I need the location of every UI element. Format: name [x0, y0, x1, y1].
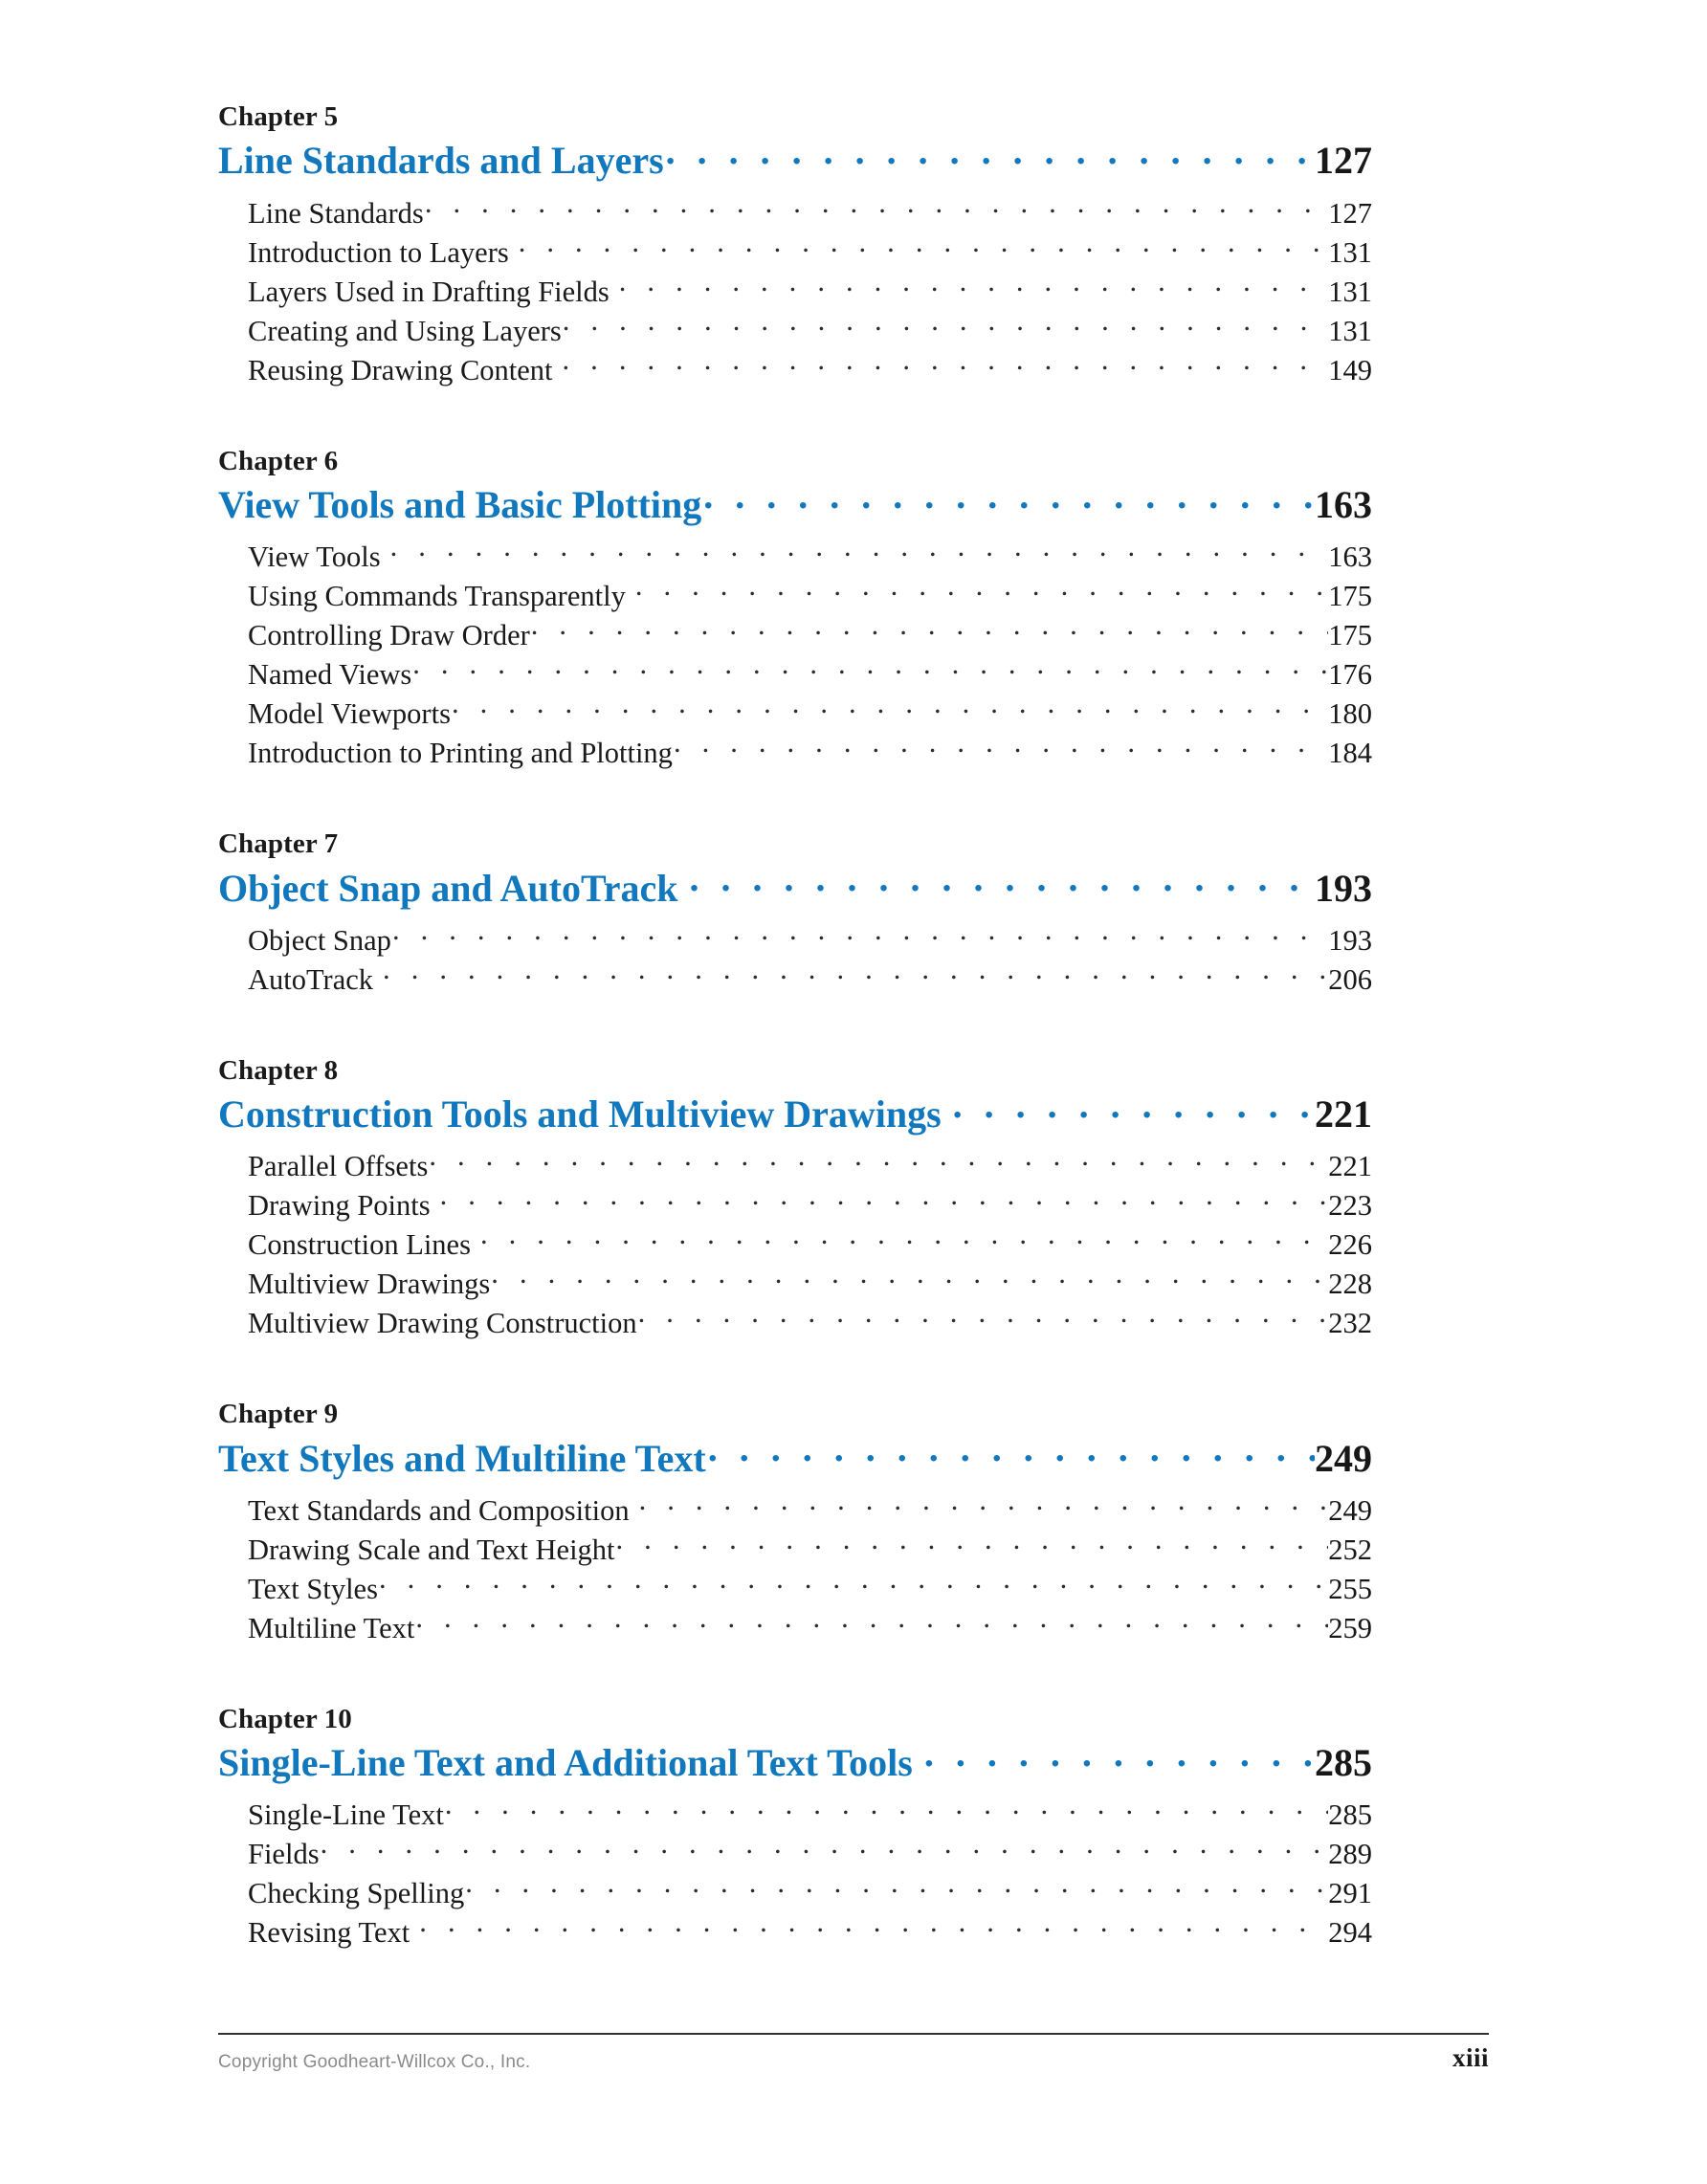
section-page-number: 259 [1328, 1611, 1372, 1644]
page-number: xiii [1452, 2043, 1489, 2072]
dot-leader [619, 276, 1328, 301]
dot-leader [639, 1495, 1329, 1520]
section-page-number: 252 [1328, 1533, 1372, 1566]
dot-leader [563, 316, 1328, 341]
dot-leader [440, 1190, 1329, 1215]
section-row[interactable] [248, 1609, 1372, 1648]
chapter-title-row[interactable] [218, 1740, 1372, 1785]
section-row[interactable] [248, 312, 1372, 351]
section-title: View Tools [248, 540, 381, 574]
section-row[interactable] [248, 1835, 1372, 1874]
dot-leader [465, 1878, 1328, 1903]
chapter-block [218, 100, 1372, 390]
chapter-label: Chapter 10 [218, 1703, 352, 1734]
section-row[interactable] [248, 655, 1372, 695]
chapter-page-number: 193 [1315, 866, 1372, 910]
chapter-title: Text Styles and Multiline Text [218, 1436, 706, 1480]
section-title: Object Snap [248, 923, 391, 957]
chapter-title: Object Snap and AutoTrack [218, 866, 678, 910]
section-row[interactable] [248, 194, 1372, 233]
chapter-block [218, 1398, 1372, 1648]
section-row[interactable] [248, 1531, 1372, 1570]
section-page-number: 228 [1328, 1268, 1372, 1301]
section-page-number: 193 [1328, 923, 1372, 957]
section-page-number: 206 [1328, 962, 1372, 996]
section-page-number: 175 [1328, 619, 1372, 652]
section-row[interactable] [248, 1491, 1372, 1531]
section-row[interactable] [248, 233, 1372, 273]
section-title: Multiview Drawing Construction [248, 1307, 637, 1340]
section-page-number: 226 [1328, 1228, 1372, 1262]
section-page-number: 294 [1328, 1916, 1372, 1950]
section-list [218, 1491, 1372, 1648]
dot-leader [674, 738, 1328, 762]
section-page-number: 163 [1328, 540, 1372, 574]
chapter-label: Chapter 6 [218, 445, 339, 476]
chapter-label: Chapter 8 [218, 1054, 339, 1086]
chapter-block [218, 827, 1372, 1000]
dot-leader [531, 620, 1328, 645]
section-row[interactable] [248, 921, 1372, 960]
chapter-title: View Tools and Basic Plotting [218, 482, 702, 526]
chapter-label: Chapter 7 [218, 828, 339, 860]
section-title: Multiview Drawings [248, 1268, 491, 1301]
section-page-number: 127 [1328, 196, 1372, 230]
chapter-page-number: 127 [1315, 139, 1372, 183]
chapter-title-row[interactable] [218, 482, 1372, 527]
section-list [218, 1796, 1372, 1952]
section-title: Revising Text [248, 1916, 410, 1950]
section-row[interactable] [248, 1186, 1372, 1225]
section-row[interactable] [248, 538, 1372, 577]
section-title: AutoTrack [248, 962, 374, 996]
chapter-label: Chapter 9 [218, 1399, 339, 1430]
chapter-title: Construction Tools and Multiview Drawings [218, 1092, 942, 1136]
table-of-contents [218, 100, 1372, 1952]
section-title: Fields [248, 1838, 320, 1871]
section-title: Drawing Scale and Text Height [248, 1533, 615, 1566]
section-page-number: 223 [1328, 1189, 1372, 1223]
dot-leader [666, 139, 1315, 173]
chapter-page-number: 221 [1315, 1092, 1372, 1136]
dot-leader [689, 867, 1315, 901]
chapter-label: Chapter 5 [218, 101, 339, 132]
chapter-title: Single-Line Text and Additional Text Tools [218, 1741, 913, 1785]
dot-leader [445, 1799, 1328, 1824]
section-page-number: 184 [1328, 737, 1372, 770]
chapter-block [218, 1054, 1372, 1344]
section-row[interactable] [248, 351, 1372, 390]
section-page-number: 221 [1328, 1150, 1372, 1183]
section-title: Multiline Text [248, 1611, 415, 1644]
page-footer [218, 2033, 1489, 2073]
section-list [218, 1147, 1372, 1343]
section-title: Single-Line Text [248, 1798, 444, 1832]
section-title: Introduction to Layers [248, 235, 509, 269]
section-page-number: 180 [1328, 697, 1372, 731]
section-row[interactable] [248, 960, 1372, 1000]
section-row[interactable] [248, 1913, 1372, 1952]
dot-leader [419, 1917, 1328, 1942]
section-title: Text Standards and Composition [248, 1493, 630, 1527]
section-page-number: 255 [1328, 1572, 1372, 1605]
dot-leader [452, 698, 1328, 723]
section-title: Creating and Using Layers [248, 314, 562, 347]
section-list [218, 194, 1372, 390]
chapter-page-number: 249 [1315, 1436, 1372, 1480]
section-page-number: 176 [1328, 658, 1372, 692]
section-title: Checking Spelling [248, 1877, 465, 1910]
dot-leader [703, 483, 1315, 518]
dot-leader [412, 659, 1328, 684]
section-page-number: 149 [1328, 353, 1372, 386]
footer-divider [218, 2033, 1489, 2035]
section-page-number: 249 [1328, 1493, 1372, 1527]
dot-leader [415, 1613, 1328, 1638]
section-row[interactable] [248, 1570, 1372, 1609]
section-title: Reusing Drawing Content [248, 353, 553, 386]
section-title: Line Standards [248, 196, 424, 230]
dot-leader [379, 1574, 1328, 1599]
section-row[interactable] [248, 734, 1372, 773]
dot-leader [429, 1151, 1328, 1176]
section-title: Model Viewports [248, 697, 451, 731]
dot-leader [563, 355, 1329, 380]
dot-leader [519, 237, 1329, 262]
dot-leader [953, 1092, 1315, 1127]
chapter-page-number: 163 [1315, 482, 1372, 526]
section-row[interactable] [248, 1265, 1372, 1304]
section-row[interactable] [248, 1225, 1372, 1265]
section-title: Named Views [248, 658, 412, 692]
section-row[interactable] [248, 577, 1372, 616]
chapter-page-number: 285 [1315, 1741, 1372, 1785]
dot-leader [392, 925, 1328, 950]
section-page-number: 232 [1328, 1307, 1372, 1340]
section-list [218, 921, 1372, 1000]
section-row[interactable] [248, 1796, 1372, 1835]
dot-leader [924, 1741, 1315, 1776]
dot-leader [708, 1437, 1315, 1471]
dot-leader [425, 198, 1328, 223]
section-row[interactable] [248, 1147, 1372, 1186]
chapter-title-row[interactable] [218, 866, 1372, 911]
dot-leader [480, 1229, 1328, 1254]
chapter-title-row[interactable] [218, 1436, 1372, 1481]
dot-leader [638, 1308, 1329, 1333]
chapter-title: Line Standards and Layers [218, 139, 664, 183]
dot-leader [321, 1839, 1329, 1864]
section-title: Controlling Draw Order [248, 619, 530, 652]
section-title: Introduction to Printing and Plotting [248, 737, 673, 770]
chapter-title-row[interactable] [218, 1092, 1372, 1136]
chapter-block [218, 1703, 1372, 1953]
section-row[interactable] [248, 1304, 1372, 1343]
copyright-notice: Copyright Goodheart-Willcox Co., Inc. [218, 2052, 531, 2072]
section-title: Using Commands Transparently [248, 580, 626, 613]
dot-leader [390, 541, 1329, 566]
section-row[interactable] [248, 1874, 1372, 1913]
chapter-block [218, 445, 1372, 774]
section-row[interactable] [248, 273, 1372, 312]
section-page-number: 175 [1328, 580, 1372, 613]
section-title: Layers Used in Drafting Fields [248, 275, 610, 308]
dot-leader [635, 581, 1328, 606]
section-page-number: 289 [1328, 1838, 1372, 1871]
section-title: Drawing Points [248, 1189, 431, 1223]
section-page-number: 131 [1328, 275, 1372, 308]
dot-leader [383, 964, 1328, 989]
section-title: Construction Lines [248, 1228, 471, 1262]
dot-leader [616, 1534, 1329, 1559]
section-list [218, 538, 1372, 773]
section-page-number: 131 [1328, 314, 1372, 347]
section-page-number: 131 [1328, 235, 1372, 269]
section-row[interactable] [248, 695, 1372, 734]
section-title: Parallel Offsets [248, 1150, 429, 1183]
chapter-title-row[interactable] [218, 138, 1372, 183]
section-page-number: 291 [1328, 1877, 1372, 1910]
section-page-number: 285 [1328, 1798, 1372, 1832]
section-title: Text Styles [248, 1572, 378, 1605]
section-row[interactable] [248, 616, 1372, 655]
dot-leader [491, 1268, 1328, 1293]
